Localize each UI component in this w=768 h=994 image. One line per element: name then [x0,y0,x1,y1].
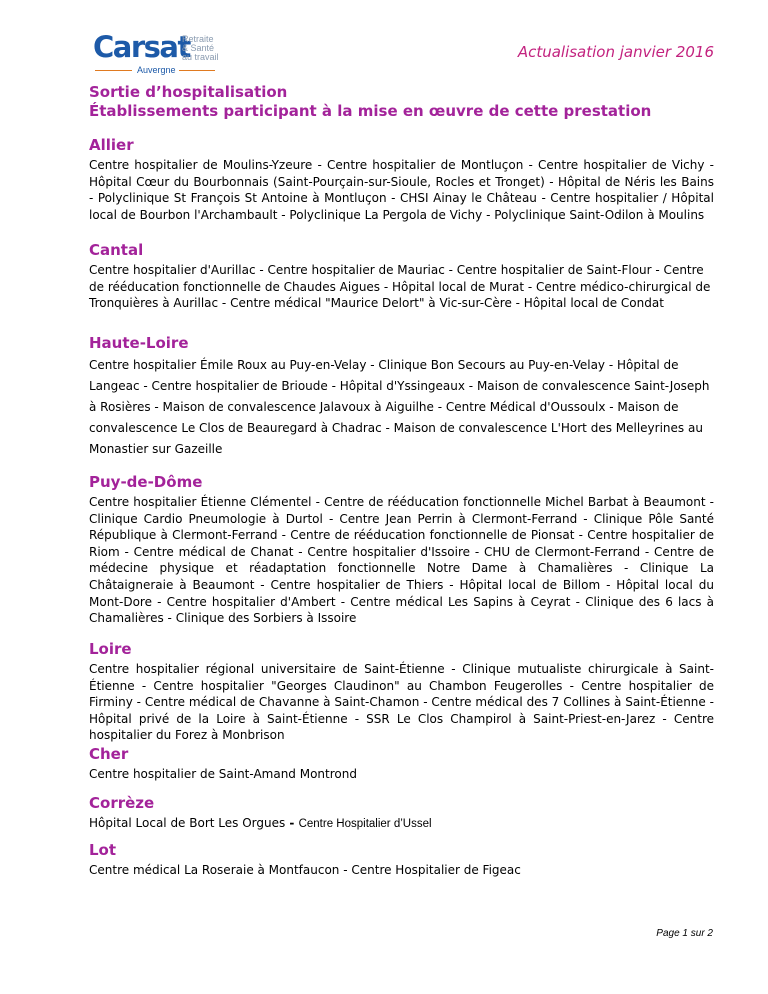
section-text: Centre hospitalier Émile Roux au Puy-en-Velay - Clinique Bon Secours au Puy-en-Velay - Hôpital de Langeac - Centre hospitalier de Brioude - Hôpital d'Yssingeaux - Maison de convalescence Saint-Joseph à Rosières - Maison de convalescence Jalavoux à Aiguilhe - Centre Médical d'Oussoulx - Maison de convalescence Le Clos de Beauregard à Chadrac - Maison de convalescence L'Hort des Melleyrines au Monastier sur Gazeille [89,358,710,456]
section-text-part: Hôpital Local de Bort Les Orgues [89,816,286,830]
section-correze [89,793,714,833]
section-text: Centre hospitalier de Moulins-Yzeure - Centre hospitalier de Montluçon - Centre hospitalier de Vichy - Hôpital Cœur du Bourbonnais (Saint-Pourçain-sur-Sioule, Rocles et Tronget) - Hôpital de Néris les Bains - Polyclinique St François St Antoine à Montluçon - CHSI Ainay le Château - Centre hospitalier / Hôpital local de Bourbon l'Archambault - Polyclinique La Pergola de Vichy - Polyclinique Saint-Odilon à Moulins [89,158,714,222]
logo-rule [95,70,132,71]
section-puy-de-dome [89,472,714,627]
logo-tagline-line: & Santé [182,43,215,53]
section-lot [89,840,714,879]
section-heading: Allier [89,136,134,154]
section-heading: Cantal [89,241,144,259]
section-heading: Loire [89,640,132,658]
page-number: Page 1 sur 2 [656,928,713,939]
section-heading: Haute-Loire [89,334,189,352]
section-text-part: Centre Hospitalier d’Ussel [298,818,432,830]
section-cher [89,744,714,783]
logo-tagline-line: au travail [182,52,219,62]
section-cantal [89,240,714,312]
section-loire [89,639,714,744]
logo-rule [179,70,215,71]
carsat-logo [93,30,223,74]
section-heading: Cher [89,745,129,763]
section-text: Centre médical La Roseraie à Montfaucon - Centre Hospitalier de Figeac [89,863,521,877]
logo-region: Auvergne [137,65,176,75]
section-text: Centre hospitalier d'Aurillac - Centre hospitalier de Mauriac - Centre hospitalier de Saint-Flour - Centre de rééducation fonctionnelle de Chaudes Aigues - Hôpital local de Murat - Centre médico-chirurgical de Tronquières à Aurillac - Centre médical "Maurice Delort" à Vic-sur-Cère - Hôpital local de Condat [89,263,711,311]
section-text: Centre hospitalier régional universitaire de Saint-Étienne - Clinique mutualiste chirurgicale à Saint-Étienne - Centre hospitalier "Georges Claudinon" au Chambon Feugerolles - Centre hospitalier de Firminy - Centre médical de Chavanne à Saint-Chamon - Centre médical des 7 Collines à Saint-Étienne - Hôpital privé de la Loire à Saint-Étienne - SSR Le Clos Champirol à Saint-Priest-en-Jarez - Centre hospitalier du Forez à Monbrison [89,662,714,743]
logo-region-row [93,65,218,75]
section-text [89,815,714,833]
section-text: Centre hospitalier Étienne Clémentel - Centre de rééducation fonctionnelle Michel Barbat à Beaumont - Clinique Cardio Pneumologie à Durtol - Centre Jean Perrin à Clermont-Ferrand - Clinique Pôle Santé République à Clermont-Ferrand - Centre de rééducation fonctionnelle de Pionsat - Centre hospitalier de Riom - Centre médical de Chanat - Centre hospitalier d'Issoire - CHU de Clermont-Ferrand - Centre de médecine physique et réadaptation fonctionnelle Notre Dame à Chamalières - Clinique La Châtaigneraie à Beaumont - Centre hospitalier de Thiers - Hôpital local de Billom - Hôpital local du Mont-Dore - Centre hospitalier d'Ambert - Centre médical Les Sapins à Ceyrat - Clinique des 6 lacs à Chamalières - Clinique des Sorbiers à Issoire [89,495,714,626]
section-heading: Corrèze [89,794,155,812]
section-heading: Puy-de-Dôme [89,473,203,491]
logo-tagline-line: Retraite [182,34,214,44]
section-text: Centre hospitalier de Saint-Amand Montrond [89,767,357,781]
section-separator: - [285,816,299,830]
logo-wordmark: Carsat [93,30,190,64]
update-date: Actualisation janvier 2016 [517,43,714,61]
section-haute-loire [89,333,714,460]
document-subtitle: Établissements participant à la mise en œuvre de cette prestation [89,102,652,120]
section-allier [89,135,714,223]
logo-tagline [182,35,219,62]
section-heading: Lot [89,841,117,859]
document-title: Sortie d’hospitalisation [89,83,288,101]
